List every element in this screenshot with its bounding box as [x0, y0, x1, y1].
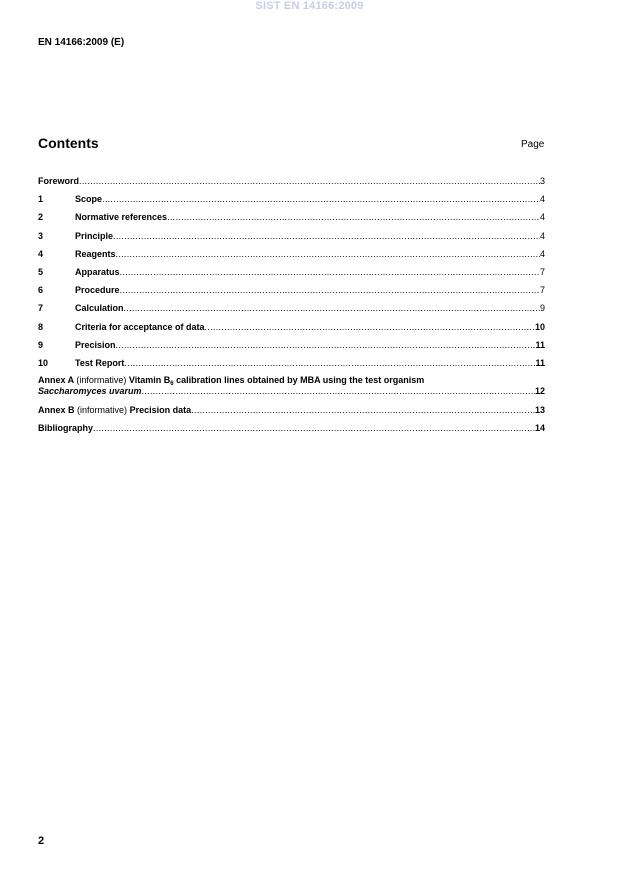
toc-entry-procedure[interactable]	[38, 284, 545, 302]
toc-entry-page: 4	[539, 230, 545, 241]
toc-entry-title: Bibliography	[38, 423, 94, 434]
toc-entry-title: Calculation	[75, 303, 124, 314]
toc-entry-title: Procedure	[75, 285, 120, 296]
toc-entry-page: 13	[534, 405, 545, 416]
toc-entry-page: 11	[535, 357, 545, 368]
toc-entry-title: Foreword	[38, 176, 80, 186]
toc-entry-calculation[interactable]	[38, 302, 545, 320]
page-column-label: Page	[521, 139, 545, 150]
toc-entry-page: 3	[539, 176, 545, 186]
dot-leader	[93, 422, 535, 434]
dot-leader	[120, 284, 540, 296]
toc-entry-number: 4	[38, 248, 44, 259]
toc-entry-annex-a[interactable]	[38, 375, 545, 397]
contents-heading: Contents	[38, 135, 99, 151]
toc-entry-number: 2	[38, 212, 44, 223]
toc-entry-title	[38, 404, 191, 416]
toc-entry-number: 5	[38, 266, 44, 277]
page-number: 2	[38, 835, 45, 847]
table-of-contents	[38, 175, 545, 440]
annex-status: (informative)	[77, 405, 128, 416]
dot-leader	[124, 357, 535, 369]
toc-entry-page: 11	[535, 339, 545, 350]
annex-label: Annex A	[38, 375, 74, 386]
toc-entry-number: 7	[38, 303, 44, 314]
toc-entry-number: 8	[38, 321, 44, 332]
toc-entry-principle[interactable]	[38, 230, 545, 248]
toc-entry-normative-references[interactable]	[38, 211, 545, 229]
annex-label: Annex B	[38, 405, 75, 416]
toc-entry-number: 1	[38, 194, 44, 205]
toc-entry-title: Test Report	[75, 357, 125, 368]
toc-entry-number: 10	[38, 357, 49, 368]
toc-entry-number: 6	[38, 285, 44, 296]
toc-entry-page: 4	[539, 212, 545, 223]
dot-leader	[167, 211, 540, 223]
toc-entry-title: Normative references	[75, 212, 168, 223]
toc-entry-title: Criteria for acceptance of data	[75, 321, 205, 332]
toc-entry-scope[interactable]	[38, 193, 545, 211]
annex-title: Precision data	[129, 405, 192, 416]
toc-entry-page: 7	[539, 266, 545, 277]
dot-leader	[116, 248, 540, 260]
dot-leader	[113, 230, 540, 242]
toc-entry-page: 9	[539, 303, 545, 314]
dot-leader	[116, 339, 536, 351]
toc-entry-page: 10	[534, 321, 545, 332]
dot-leader	[205, 321, 535, 333]
toc-entry-title: Scope	[75, 194, 103, 205]
toc-entry-page: 4	[539, 194, 545, 205]
toc-entry-precision[interactable]	[38, 339, 545, 357]
dot-leader	[191, 404, 535, 416]
document-id: EN 14166:2009 (E)	[38, 37, 125, 48]
toc-entry-page: 12	[534, 386, 545, 397]
toc-entry-title: Principle	[75, 230, 114, 241]
dot-leader	[120, 266, 540, 278]
toc-entry-reagents[interactable]	[38, 248, 545, 266]
toc-entry-number: 3	[38, 230, 44, 241]
toc-entry-page: 4	[539, 248, 545, 259]
toc-entry-title: Reagents	[75, 248, 116, 259]
toc-entry-page: 14	[534, 423, 545, 434]
annex-title: Vitamin $B_6$ calibration lines obtained by MBA using the test organism	[128, 375, 425, 388]
toc-entry-bibliography[interactable]	[38, 422, 545, 440]
toc-entry-title: Precision	[75, 339, 116, 350]
toc-entry-page: 7	[539, 285, 545, 296]
toc-entry-annex-b[interactable]	[38, 404, 545, 422]
annex-status: (informative)	[76, 375, 127, 386]
watermark: SIST EN 14166:2009	[255, 0, 364, 12]
annex-title-continued: Saccharomyces uvarum	[38, 386, 142, 397]
toc-entry-apparatus[interactable]	[38, 266, 545, 284]
toc-entry-number: 9	[38, 339, 44, 350]
dot-leader	[142, 386, 535, 397]
toc-entry-title: Apparatus	[75, 266, 120, 277]
dot-leader	[124, 302, 540, 314]
toc-entry-foreword[interactable]	[38, 175, 545, 193]
dot-leader	[79, 175, 540, 187]
dot-leader	[102, 193, 540, 205]
toc-entry-test-report[interactable]	[38, 357, 545, 375]
toc-entry-criteria-for-acceptance[interactable]	[38, 321, 545, 339]
subscript: 6	[170, 381, 174, 388]
